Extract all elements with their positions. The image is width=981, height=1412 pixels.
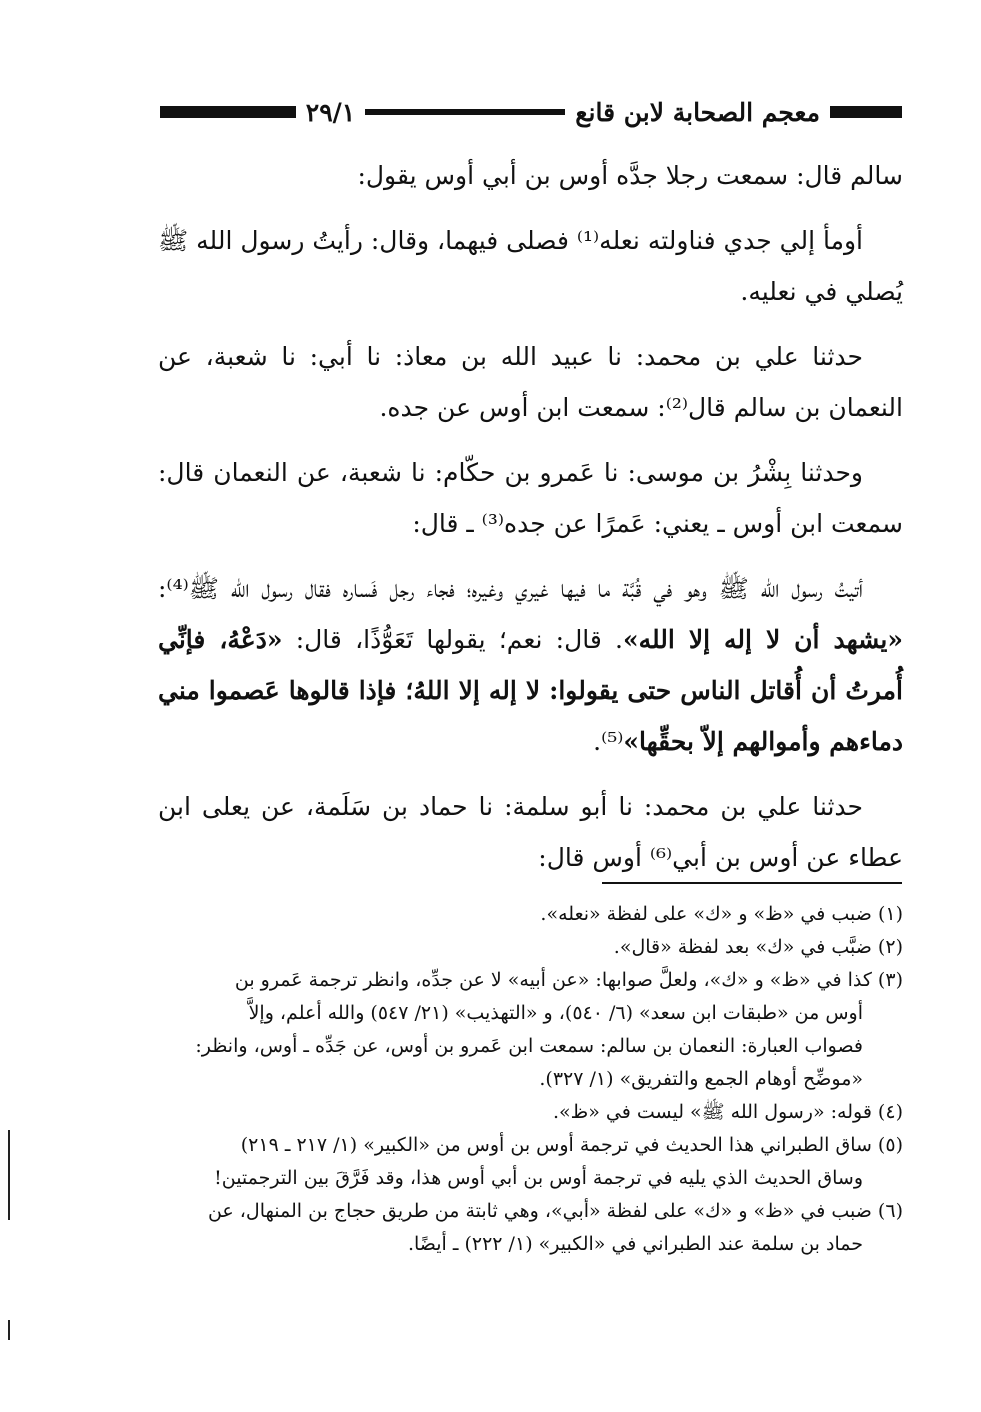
footnotes [158,898,903,1261]
hadith-paragraph [158,563,903,767]
footnote: (٤) قوله: «رسول الله ﷺ» ليست في «ظ». [553,1101,903,1123]
footnote: (٥) ساق الطبراني هذا الحديث في ترجمة أوس بن أوس من «الكبير» (١/ ٢١٧ ـ ٢١٩) [240,1134,903,1156]
hadith-quote: «يشهد أن لا إله إلا الله» [623,625,903,654]
paragraph: حدثنا علي بن محمد: نا أبو سلمة: نا حماد بن سَلَمة، عن يعلى ابن عطاء عن أوس بن أبي⁽⁶⁾ أوس قال: [158,792,903,872]
footnote: (١) ضبب في «ظ» و «ك» على لفظة «نعله». [540,903,903,925]
text-span: أتيتُ رسول الله ﷺ وهو في قُبَّة ما فيها غيري وغيره؛ فجاء رجل فَساره فقال رسول الله ﷺ⁽⁴⁾: [158,574,863,603]
header-bar-left [160,106,296,118]
footnote: (٢) ضبَّب في «ك» بعد لفظة «قال». [613,936,903,958]
paragraph: حدثنا علي بن محمد: نا عبيد الله بن معاذ: نا أبي: نا شعبة، عن النعمان بن سالم قال⁽²⁾: سمعت ابن أوس عن جده. [158,342,903,422]
footnote: (٦) ضبب في «ظ» و «ك» على لفظة «أبي»، وهي ثابتة من طريق حجاج بن المنهال، عن [207,1200,903,1222]
running-header [160,92,902,132]
header-bar-right [830,106,902,118]
header-page-number: ٢٩/١ [305,97,356,127]
paragraph: أومأ إلي جدي فناولته نعله⁽¹⁾ فصلى فيهما، وقال: رأيتُ رسول الله ﷺ يُصلي في نعليه. [158,226,903,306]
main-text [158,150,903,897]
footnote-continuation: أوس من «طبقات ابن سعد» (٦/ ٥٤٠)، و «التهذيب» (٢١/ ٥٤٧) والله أعلم، وإلاَّ [248,1002,863,1024]
text-span: . قال: نعم؛ يقولها تَعَوُّذًا، قال: [282,625,623,654]
scan-edge-mark [8,1130,10,1220]
footnote-continuation: فصواب العبارة: النعمان بن سالم: سمعت ابن عَمرو بن أوس، عن جَدِّه ـ أوس، وانظر: [195,1035,863,1057]
header-title: معجم الصحابة لابن قانع [575,97,820,127]
header-bar-middle [365,109,565,115]
footnote-continuation: «موضِّح أوهام الجمع والتفريق» (١/ ٣٢٧). [539,1068,863,1090]
footnote-ref: ⁽⁵⁾. [593,727,624,756]
footnote-divider [602,882,902,884]
footnote: (٣) كذا في «ظ» و «ك»، ولعلَّ صوابها: «عن أبيه» لا عن جدِّه، وانظر ترجمة عَمرو بن [234,969,903,991]
hadith-quote: «دَعْهُ، فإنِّي أُمرتُ أن أُقاتل الناس حتى يقولوا: لا إله إلا اللهُ؛ فإذا قالوها عَصموا مني دماءهم وأموالهم إلاّ بحقِّها» [158,625,903,756]
footnote-continuation: وساق الحديث الذي يليه في ترجمة أوس بن أبي أوس هذا، وقد فَرَّقَ بين الترجمتين! [214,1167,863,1189]
paragraph: وحدثنا بِشْرُ بن موسى: نا عَمرو بن حكّام: نا شعبة، عن النعمان قال: سمعت ابن أوس ـ يعني: عَمرًا عن جده⁽³⁾ ـ قال: [158,458,903,538]
footnote-continuation: حماد بن سلمة عند الطبراني في «الكبير» (١/ ٢٢٢) ـ أيضًا. [407,1233,863,1255]
paragraph: سالم قال: سمعت رجلا جدَّه أوس بن أبي أوس يقول: [357,161,903,190]
scan-edge-mark [8,1320,10,1340]
